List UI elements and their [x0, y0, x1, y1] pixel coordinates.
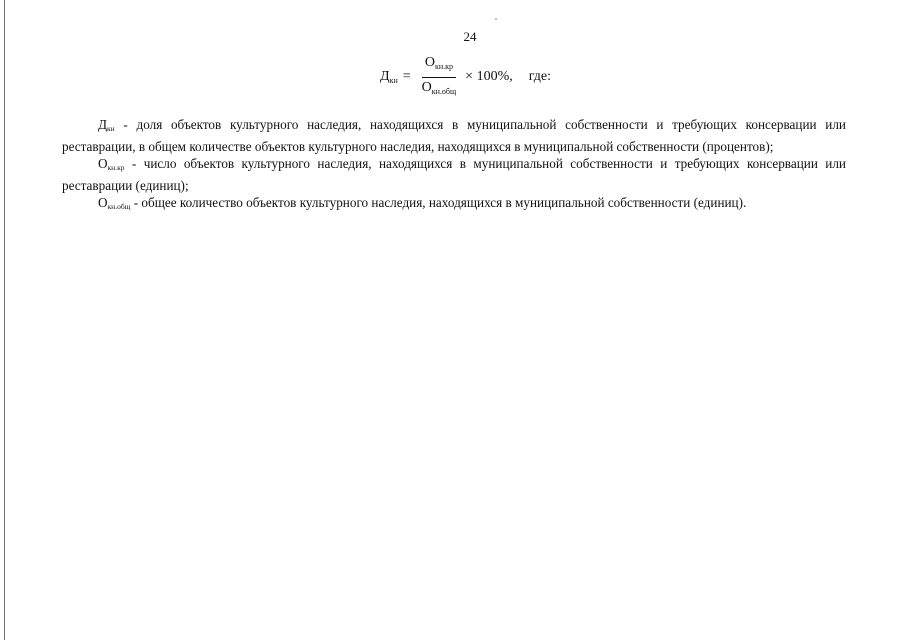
formula-denominator: $О_{кн.общ}$ — [421, 79, 457, 96]
formula-where: где: — [528, 69, 552, 84]
scan-speck — [495, 18, 497, 20]
scan-edge-line — [4, 0, 5, 640]
formula — [380, 55, 551, 99]
formula-numerator: $О_{кн.кр}$ — [422, 55, 456, 78]
formula-lhs: $Д_{кн}$ — [380, 69, 398, 85]
definitions-list — [62, 116, 846, 216]
definition-symbol: $О_{кн.общ}$ — [98, 195, 131, 211]
definition-text: - число объектов культурного наследия, находящихся в муниципальной собственности и требующих консервации или реставрации (единиц); — [62, 156, 846, 193]
definition-symbol: $Д_{кн}$ — [98, 117, 115, 133]
formula-multiplier: × 100%, — [465, 69, 513, 84]
formula-equals: = — [402, 69, 411, 84]
definition-text: - доля объектов культурного наследия, находящихся в муниципальной собственности и требующих консервации или реставрации, в общем количестве объектов культурного наследия, находящихся в муниципальной собственности (процентов); — [62, 117, 846, 154]
formula-fraction — [419, 55, 460, 100]
page-number: 24 — [463, 29, 477, 44]
definition-share — [62, 116, 846, 155]
definition-count-needing-restoration — [62, 155, 846, 194]
definition-symbol: $О_{кн.кр}$ — [98, 156, 125, 172]
definition-total-count — [62, 194, 846, 216]
definition-text: - общее количество объектов культурного наследия, находящихся в муниципальной собственности (единиц). — [130, 195, 747, 210]
